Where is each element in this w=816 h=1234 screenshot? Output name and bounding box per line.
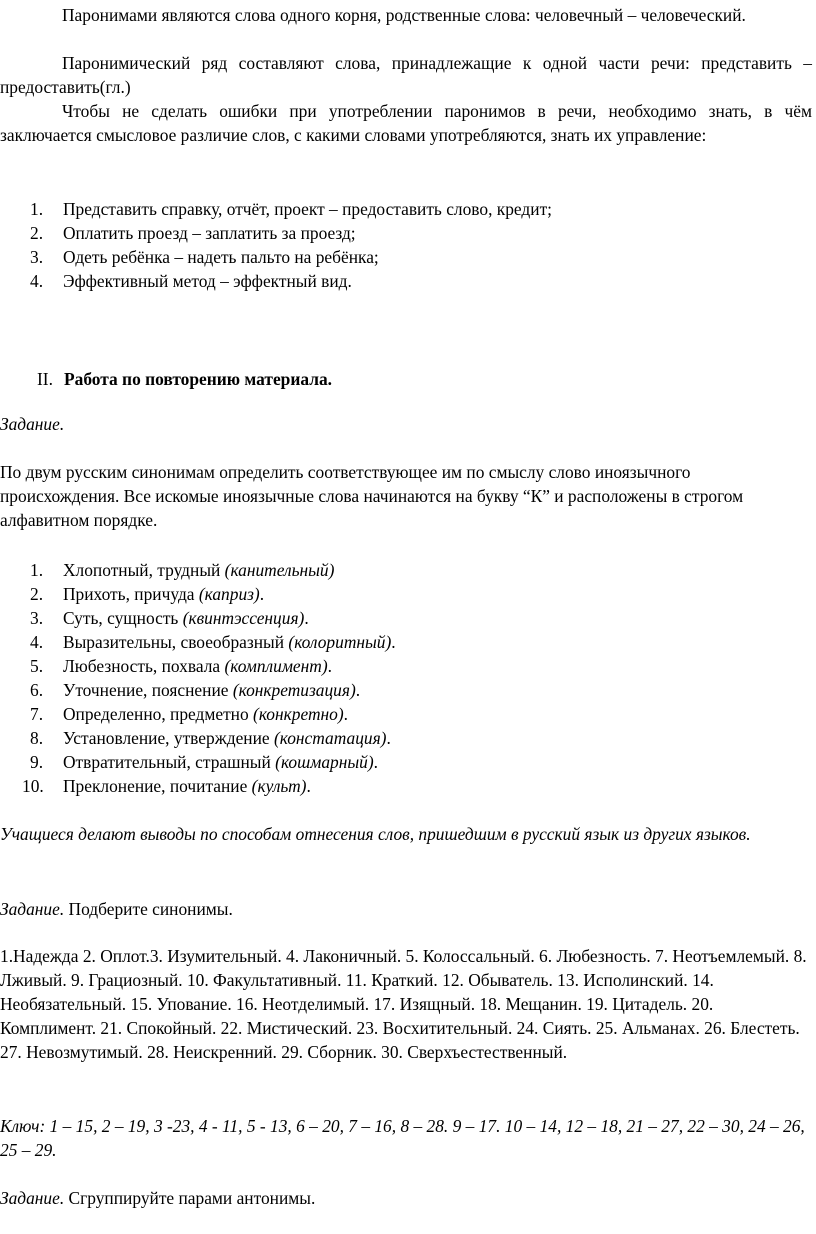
list-item-text: Установление, утверждение: [63, 728, 274, 748]
intro-paragraph-1: Паронимами являются слова одного корня, родственные слова: человечный – человеческий.: [62, 5, 746, 25]
list-item-number: 4.: [30, 271, 44, 291]
list-item-answer: (колоритный): [288, 632, 392, 652]
list-item: [0, 221, 812, 245]
list-item-answer: (констатация): [273, 728, 387, 748]
list-item-end: .: [327, 656, 332, 676]
list-item-text: Преклонение, почитание: [63, 776, 252, 796]
conclusion-text: Учащиеся делают выводы по способам отнесения слов, пришедшим в русский язык из других языков.: [0, 824, 751, 844]
task-instruction: Подберите синонимы.: [64, 899, 233, 919]
list-item-answer: (кошмарный): [275, 752, 374, 772]
task-antonyms: [0, 1186, 812, 1210]
list-item: [0, 750, 812, 774]
list-item-text: Прихоть, причуда: [63, 584, 199, 604]
list-item: [0, 702, 812, 726]
list-item-end: .: [373, 752, 378, 772]
list-item-number: 10.: [22, 776, 44, 796]
list-item-number: 3.: [30, 247, 44, 267]
list-item-number: 3.: [30, 608, 44, 628]
list-item-answer: (канительный): [224, 560, 335, 580]
section-title: Работа по повторению материала.: [64, 369, 332, 389]
list-item: [0, 245, 812, 269]
list-item-text: Любезность, похвала: [63, 656, 225, 676]
task-label: Задание.: [0, 1188, 65, 1208]
list-item-end: .: [343, 704, 348, 724]
list-item-answer: (квинтэссенция): [182, 608, 305, 628]
list-item-number: 1.: [30, 560, 44, 580]
list-item-text: Отвратительный, страшный: [63, 752, 276, 772]
list-item: [0, 582, 812, 606]
paronym-examples-list: [0, 197, 812, 293]
list-item-text: Выразительны, своеобразный: [63, 632, 289, 652]
list-item-answer: (конкретно): [253, 704, 344, 724]
intro-paragraph-2: Паронимический ряд составляют слова, принадлежащие к одной части речи: представить – предоставить(гл.): [0, 53, 812, 97]
list-item-text: Определенно, предметно: [63, 704, 254, 724]
list-item-text: Одеть ребёнка – надеть пальто на ребёнка;: [63, 247, 379, 267]
section-number: II.: [37, 369, 53, 389]
list-item-text: Эффективный метод – эффектный вид.: [63, 271, 352, 291]
task-label: Задание.: [0, 414, 65, 434]
list-item-answer: (каприз): [198, 584, 260, 604]
list-item-number: 2.: [30, 584, 44, 604]
list-item: [0, 630, 812, 654]
list-item-number: 8.: [30, 728, 44, 748]
list-item-number: 9.: [30, 752, 44, 772]
list-item-text: Уточнение, пояснение: [63, 680, 233, 700]
list-item: [0, 606, 812, 630]
list-item: [0, 269, 812, 293]
list-item-answer: (культ): [251, 776, 307, 796]
task-label: Задание.: [0, 899, 65, 919]
list-item-text: Оплатить проезд – заплатить за проезд;: [63, 223, 356, 243]
list-item-text: Хлопотный, трудный: [63, 560, 225, 580]
list-item-answer: (комплимент): [224, 656, 328, 676]
list-item-end: .: [386, 728, 391, 748]
list-item-end: .: [306, 776, 311, 796]
task-instruction: Сгруппируйте парами антонимы.: [64, 1188, 316, 1208]
list-item: [0, 678, 812, 702]
list-item-end: .: [391, 632, 396, 652]
list-item: [0, 558, 812, 582]
list-item: [0, 197, 812, 221]
list-item-number: 6.: [30, 680, 44, 700]
list-item-end: .: [355, 680, 361, 700]
task-description: По двум русским синонимам определить соответствующее им по смыслу слово иноязычного происхождения. Все искомые иноязычные слова начинаются на букву “К” и расположены в строгом алфавитном порядке.: [0, 462, 744, 530]
list-item-number: 2.: [30, 223, 44, 243]
list-item-number: 5.: [30, 656, 44, 676]
list-item: [0, 774, 812, 798]
list-item-number: 1.: [30, 199, 44, 219]
list-item-answer: (конкретизация): [232, 680, 356, 700]
task-synonyms: [0, 897, 812, 921]
words-list: 1.Надежда 2. Оплот.3. Изумительный. 4. Лаконичный. 5. Колоссальный. 6. Любезность. 7. Неотъемлемый. 8. Лживый. 9. Грациозный. 10. Факультативный. 11. Краткий. 12. Обыватель. 13. Исполинский. 14. Необязательный. 15. Упование. 16. Неотделимый. 17. Изящный. 18. Мещанин. 19. Цитадель. 20. Комплимент. 21. Спокойный. 22. Мистический. 23. Восхитительный. 24. Сиять. 25. Альманах. 26. Блестеть. 27. Невозмутимый. 28. Неискренний. 29. Сборник. 30. Сверхъестественный.: [0, 946, 807, 1062]
list-item-end: .: [304, 608, 309, 628]
list-item: [0, 726, 812, 750]
intro-paragraph-3: Чтобы не сделать ошибки при употреблении паронимов в речи, необходимо знать, в чём заключается смысловое различие слов, с какими словами употребляются, знать их управление:: [0, 101, 812, 145]
list-item-text: Суть, сущность: [63, 608, 183, 628]
section-heading: [37, 367, 332, 391]
list-item-number: 7.: [30, 704, 44, 724]
list-item-end: .: [259, 584, 265, 604]
list-item: [0, 654, 812, 678]
synonyms-list: [0, 558, 812, 798]
answer-key: Ключ: 1 – 15, 2 – 19, 3 -23, 4 - 11, 5 - 13, 6 – 20, 7 – 16, 8 – 28. 9 – 17. 10 – 14, 12 – 18, 21 – 27, 22 – 30, 24 – 26, 25 – 29.: [0, 1116, 805, 1160]
list-item-number: 4.: [30, 632, 44, 652]
list-item-text: Представить справку, отчёт, проект – предоставить слово, кредит;: [63, 199, 553, 219]
